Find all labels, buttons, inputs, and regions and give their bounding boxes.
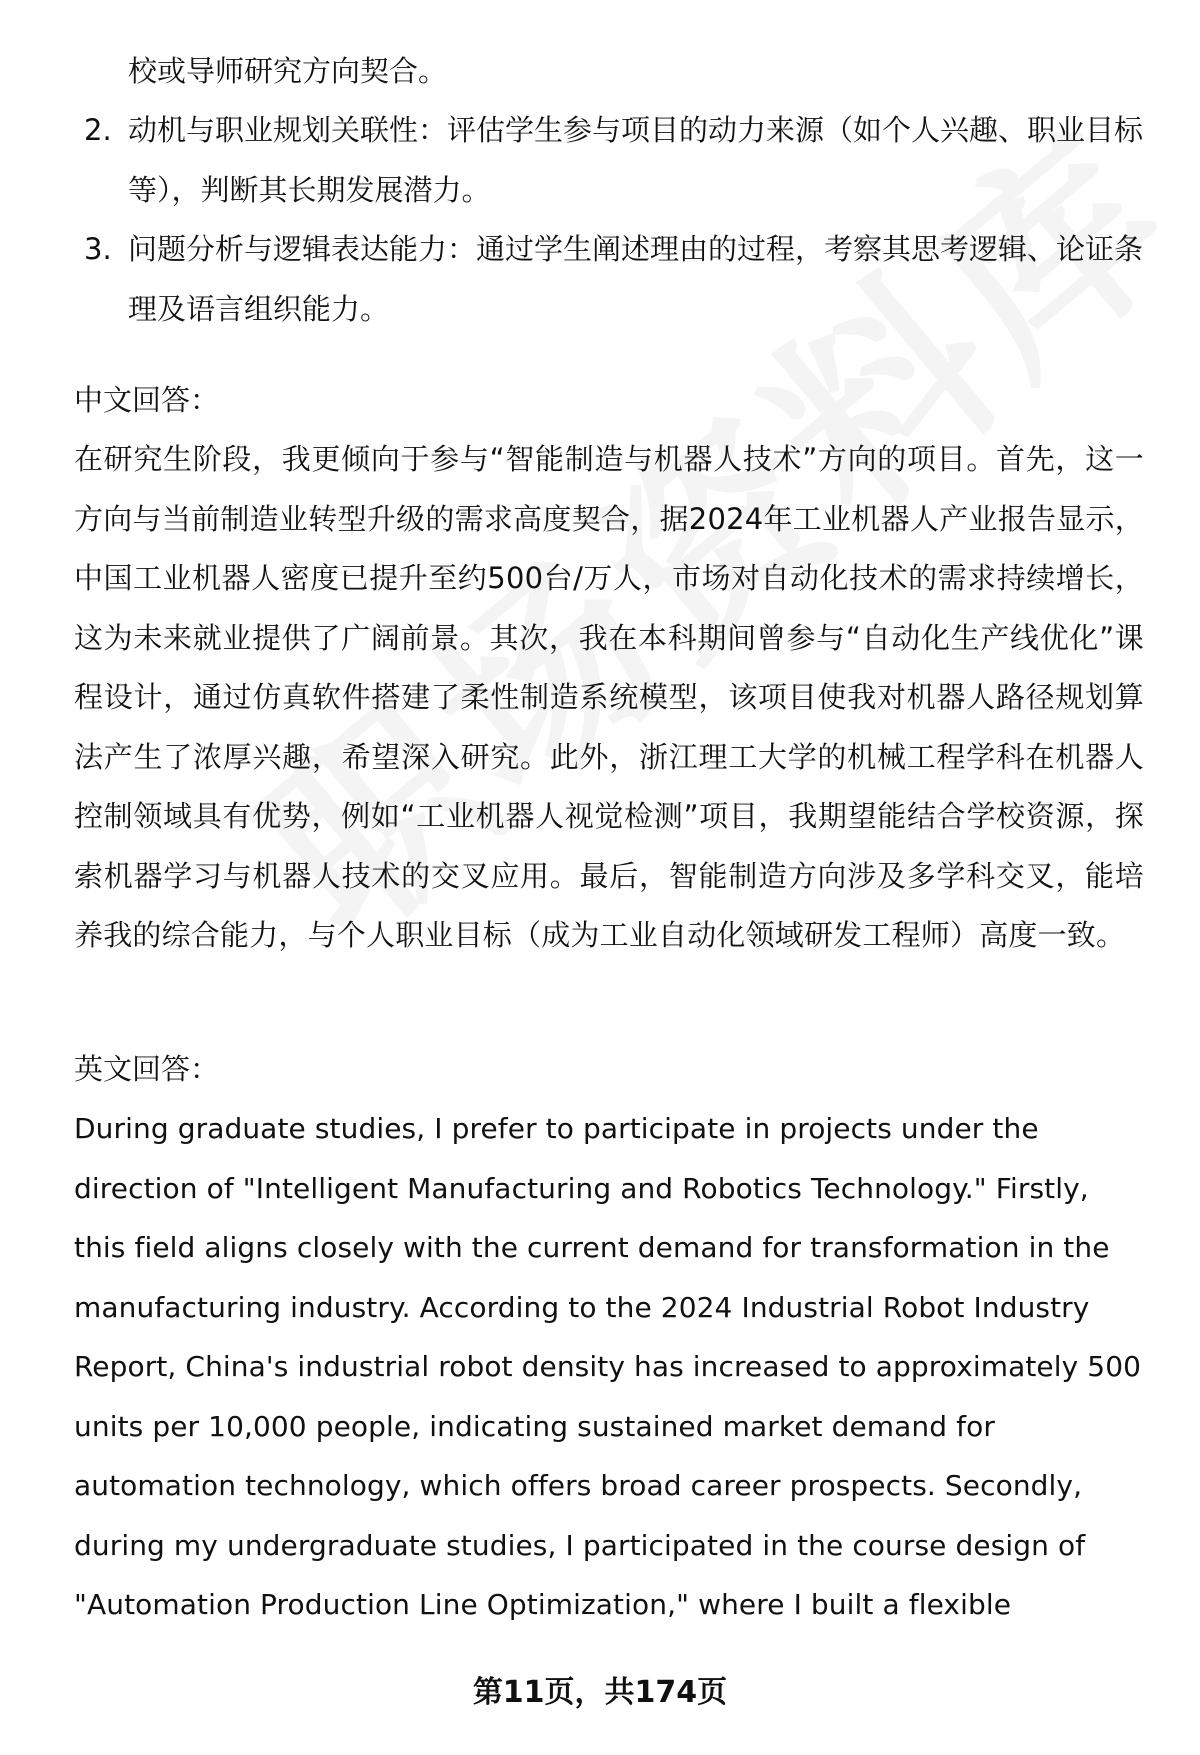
list-item-number: 3. [84,232,112,266]
list-item [84,220,1144,339]
list-item-text: 问题分析与逻辑表达能力：通过学生阐述理由的过程，考察其思考逻辑、论证条理及语言组织能力。 [128,232,1144,326]
list-item-text: 动机与职业规划关联性：评估学生参与项目的动力来源（如个人兴趣、职业目标等），判断其长期发展潜力。 [128,113,1144,207]
list-item-number: 2. [84,113,112,147]
page-number-footer: 第11页，共174页 [472,1675,728,1710]
list-item-1-continuation: 校或导师研究方向契合。 [128,54,448,88]
chinese-answer-body: 在研究生阶段，我更倾向于参与“智能制造与机器人技术”方向的项目。首先，这一方向与当前制造业转型升级的需求高度契合，据2024年工业机器人产业报告显示，中国工业机器人密度已提升至约500台/万人，市场对自动化技术的需求持续增长，这为未来就业提供了广阔前景。其次，我在本科期间曾参与“自动化生产线优化”课程设计，通过仿真软件搭建了柔性制造系统模型，该项目使我对机器人路径规划算法产生了浓厚兴趣，希望深入研究。此外，浙江理工大学的机械工程学科在机器人控制领域具有优势，例如“工业机器人视觉检测”项目，我期望能结合学校资源，探索机器学习与机器人技术的交叉应用。最后，智能制造方向涉及多学科交叉，能培养我的综合能力，与个人职业目标（成为工业自动化领域研发工程师）高度一致。 [74,442,1144,952]
english-answer-body: During graduate studies, I prefer to participate in projects under the direction of "Intelligent Manufacturing and Robotics Technology." Firstly, this field aligns closely with the current demand for transformation in the manufacturing industry. According to the 2024 Industrial Robot Industry Report, China's industrial robot density has increased to approximately 500 units per 10,000 people, indicating sustained market demand for automation technology, which offers broad career prospects. Secondly, during my undergraduate studies, I participated in the course design of "Automation Production Line Optimization," where I built a flexible [74,1112,1142,1621]
list-item [84,101,1144,220]
english-answer-heading: 英文回答： [74,1052,220,1086]
chinese-answer-heading: 中文回答： [74,383,220,417]
